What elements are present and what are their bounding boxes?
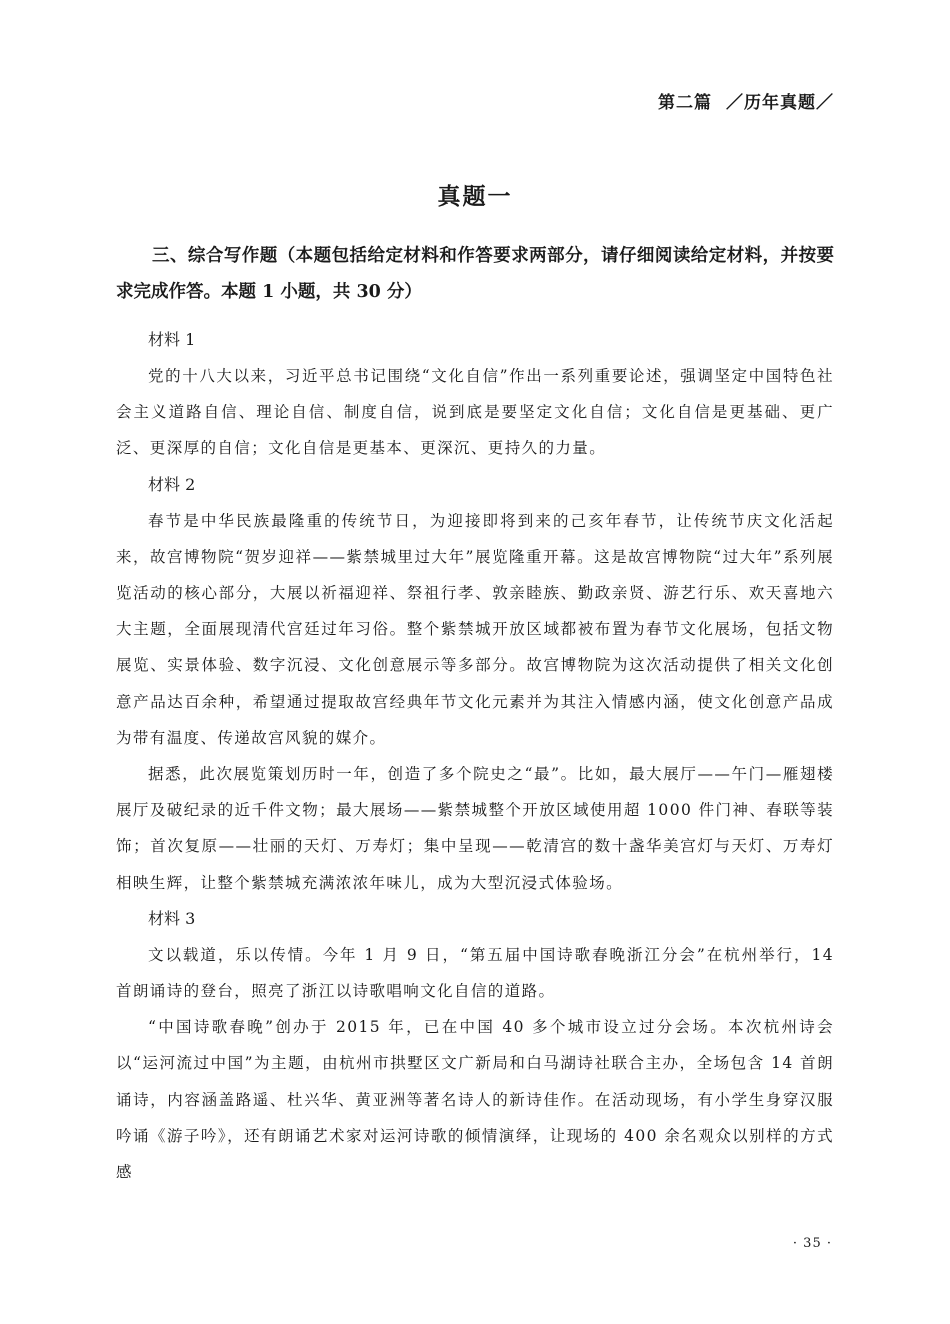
material-2-paragraph-2: 据悉，此次展览策划历时一年，创造了多个院史之“最”。比如，最大展厅——午门—雁翅楼展厅及破纪录的近千件文物；最大展场——紫禁城整个开放区域使用超 1000 件门神、春联等装饰；首次复原——壮丽的天灯、万寿灯；集中呈现——乾清宫的数十盏华美宫灯与天灯、万寿灯相映生辉，让整个紫禁城充满浓浓年味儿，成为大型沉浸式体验场。 (116, 765, 834, 892)
materials-body (116, 322, 834, 1190)
material-1-label: 材料 1 (148, 330, 196, 349)
material-3-paragraph-2: “中国诗歌春晚”创办于 2015 年，已在中国 40 多个城市设立过分会场。本次杭州诗会以“运河流过中国”为主题，由杭州市拱墅区文广新局和白马湖诗社联合主办，全场包含 14 首朗诵诗，内容涵盖路遥、杜兴华、黄亚洲等著名诗人的新诗佳作。在活动现场，有小学生身穿汉服吟诵《游子吟》，还有朗诵艺术家对运河诗歌的倾情演绎，让现场的 400 余名观众以别样的方式感 (116, 1018, 834, 1182)
page-number: · 35 · (792, 1236, 832, 1251)
running-header (658, 88, 834, 113)
header-section: ／历年真题／ (726, 93, 834, 113)
page-title: 真题一 (437, 183, 513, 210)
question-instruction: 三、综合写作题（本题包括给定材料和作答要求两部分，请仔细阅读给定材料，并按要求完成作答。本题 1 小题，共 30 分） (116, 246, 834, 302)
material-3-paragraph-1: 文以载道，乐以传情。今年 1 月 9 日，“第五届中国诗歌春晚浙江分会”在杭州举行，14 首朗诵诗的登台，照亮了浙江以诗歌唱响文化自信的道路。 (116, 945, 834, 1001)
material-1-paragraph: 党的十八大以来，习近平总书记围绕“文化自信”作出一系列重要论述，强调坚定中国特色社会主义道路自信、理论自信、制度自信，说到底是要坚定文化自信；文化自信是更基础、更广泛、更深厚的自信；文化自信是更基本、更深沉、更持久的力量。 (116, 367, 834, 458)
material-2-label: 材料 2 (148, 474, 196, 494)
material-3-label: 材料 3 (148, 908, 196, 928)
header-part: 第二篇 (658, 93, 712, 113)
material-2-paragraph-1: 春节是中华民族最隆重的传统节日，为迎接即将到来的己亥年春节，让传统节庆文化活起来，故宫博物院“贺岁迎祥——紫禁城里过大年”展览隆重开幕。这是故宫博物院“过大年”系列展览活动的核心部分，大展以祈福迎祥、祭祖行孝、敦亲睦族、勤政亲贤、游艺行乐、欢天喜地六大主题，全面展现清代宫廷过年习俗。整个紫禁城开放区域都被布置为春节文化展场，包括文物展览、实景体验、数字沉浸、文化创意展示等多部分。故宫博物院为这次活动提供了相关文化创意产品达百余种，希望通过提取故宫经典年节文化元素并为其注入情感内涵，使文化创意产品成为带有温度、传递故宫风貌的媒介。 (116, 511, 834, 747)
